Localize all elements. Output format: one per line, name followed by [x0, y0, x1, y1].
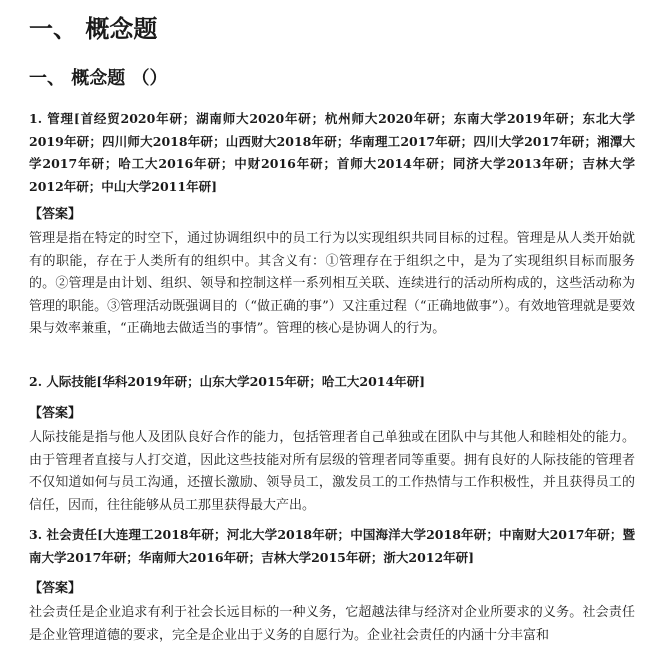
question-2-answer-label: 【答案】	[29, 406, 82, 421]
question-1-answer: 管理是指在特定的时空下，通过协调组织中的员工行为以实现组织共同目标的过程。管理是从人类开始就有的职能，存在于人类所有的组织中。其含义有：①管理存在于组织之中，是为了实现组织目标而服务的。②管理是由计划、组织、领导和控制这样一系列相互关联、连续进行的活动所构成的，这些活动称为管理的职能。③管理活动既强调目的（“做正确的事”）又注重过程（“正确地做事”）。有效地管理就是要效果与效率兼重，“正确地去做适当的事情”。管理的核心是协调人的行为。	[29, 231, 635, 336]
question-3-answer: 社会责任是企业追求有利于社会长远目标的一种义务，它超越法律与经济对企业所要求的义务。社会责任是企业管理道德的要求，完全是企业出于义务的自愿行为。企业社会责任的内涵十分丰富和	[29, 605, 635, 643]
question-1-answer-label: 【答案】	[29, 207, 82, 222]
question-2-answer: 人际技能是指与他人及团队良好合作的能力，包括管理者自己单独或在团队中与其他人和睦相处的能力。由于管理者直接与人打交道，因此这些技能对所有层级的管理者同等重要。拥有良好的人际技能的管理者不仅知道如何与员工沟通，还擅长激励、领导员工，激发员工的工作热情与工作积极性，并且获得员工的信任，因而，往往能够从员工那里获得最大产出。	[29, 430, 635, 513]
question-3-answer-label: 【答案】	[29, 581, 82, 596]
section-title: 一、 概念题	[29, 14, 158, 43]
question-3-title: 3. 社会责任[大连理工2018年研；河北大学2018年研；中国海洋大学2018年研；中南财大2017年研；暨南大学2017年研；华南师大2016年研；吉林大学2015年研；浙大2012年研]	[29, 527, 635, 565]
question-2-title: 2. 人际技能[华科2019年研；山东大学2015年研；哈工大2014年研]	[29, 374, 426, 389]
subsection-title: 一、 概念题 （）	[29, 68, 168, 89]
question-1-title: 1. 管理[首经贸2020年研；湖南师大2020年研；杭州师大2020年研；东南大学2019年研；东北大学2019年研；四川师大2018年研；山西财大2018年研；华南理工2017年研；四川大学2017年研；湘潭大学2017年研；哈工大2016年研；中财2016年研；首师大2014年研；同济大学2013年研；吉林大学2012年研；中山大学2011年研]	[29, 111, 635, 194]
